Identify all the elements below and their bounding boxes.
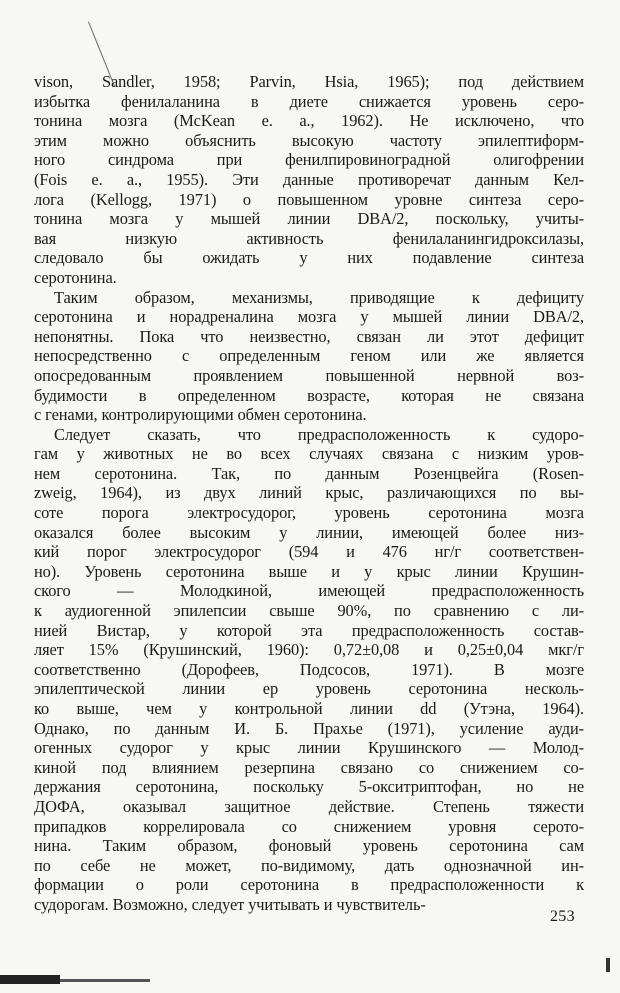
text-line: нина. Таким образом, фоновый уровень серотонина сам xyxy=(34,836,584,856)
text-line: непонятны. Пока что неизвестно, связан ли этот дефицит xyxy=(34,326,584,346)
text-line: непосредственно с определенным геном или же является xyxy=(34,346,584,366)
text-line: по себе не может, по-видимому, дать однозначной ин- xyxy=(34,855,584,875)
text-line: следовало бы ожидать у них подавление синтеза xyxy=(34,248,584,268)
text-line: кий порог электросудорог (594 и 476 нг/г соответствен- xyxy=(34,542,584,562)
text-line: избытка фенилаланина в диете снижается уровень серо- xyxy=(34,91,584,111)
text-line: будимости в определенном возрасте, которая не связана xyxy=(34,385,584,405)
text-line: эпилептической линии ер уровень серотонина несколь- xyxy=(34,679,584,699)
text-line: тонина мозга у мышей линии DBA/2, поскольку, учиты- xyxy=(34,209,584,229)
text-line: vison, Sandler, 1958; Parvin, Hsia, 1965); под действием xyxy=(34,72,584,91)
text-line: огенных судорог у крыс линии Крушинского — Молод- xyxy=(34,738,584,758)
text-line: серотонина и норадреналина мозга у мышей линии DBA/2, xyxy=(34,307,584,327)
page-number: 253 xyxy=(550,908,575,925)
text-line: ского — Молодкиной, имеющей предрасположенность xyxy=(34,581,584,601)
text-line: ко выше, чем у контрольной линии dd (Утэна, 1964). xyxy=(34,699,584,718)
text-line: киной под влиянием резерпина связано со снижением со- xyxy=(34,757,584,777)
text-line: с генами, контролирующими обмен серотонина. xyxy=(34,405,367,425)
text-line: опосредованным проявлением повышенной нервной воз- xyxy=(34,365,584,385)
text-line: к аудиогенной эпилепсии свыше 90%, по сравнению с ли- xyxy=(34,601,584,621)
text-line: zweig, 1964), из двух линий крыс, различающихся по вы- xyxy=(34,483,584,503)
text-line: ного синдрома при фенилпировиноградной олигофрении xyxy=(34,150,584,170)
text-line: (Fois е. а., 1955). Эти данные противоречат данным Кел- xyxy=(34,169,584,189)
text-line: ляет 15% (Крушинский, 1960): 0,72±0,08 и 0,25±0,04 мкг/г xyxy=(34,640,584,660)
text-line: серотонина. xyxy=(34,267,117,287)
paragraph xyxy=(34,288,584,425)
text-line: припадков коррелировала со снижением уровня серото- xyxy=(34,816,584,836)
scan-corner-mark xyxy=(606,958,610,972)
text-line: гам у животных не во всех случаях связана с низким уров- xyxy=(34,444,584,464)
text-line: соответственно (Дорофеев, Подсосов, 1971). В мозге xyxy=(34,659,584,679)
text-line: нией Вистар, у которой эта предрасположенность состав- xyxy=(34,620,584,640)
text-line: тонина мозга (McKean е. а., 1962). Не исключено, что xyxy=(34,111,584,131)
text-line: соте порога электросудорог, уровень серотонина мозга xyxy=(34,503,584,523)
text-line: вая низкую активность фенилаланингидроксилазы, xyxy=(34,228,584,248)
text-line: но). Уровень серотонина выше и у крыс линии Крушин- xyxy=(34,561,584,581)
text-line: Однако, по данным И. Б. Прахье (1971), усиление ауди- xyxy=(34,718,584,738)
text-line: нем серотонина. Так, по данным Розенцвейга (Rosen- xyxy=(34,463,584,483)
paragraph xyxy=(34,425,584,915)
text-line: формации о роли серотонина в предрасположенности к xyxy=(34,875,584,895)
text-line: Следует сказать, что предрасположенность к судоро- xyxy=(54,424,584,444)
text-line: держания серотонина, поскольку 5-окситриптофан, но не xyxy=(34,777,584,797)
text-line: судорогам. Возможно, следует учитывать и чувствитель- xyxy=(34,894,426,914)
scan-edge-mark xyxy=(0,975,60,984)
body-text xyxy=(34,72,584,915)
text-line: этим можно объяснить высокую частоту эпилептиформ- xyxy=(34,130,584,150)
paragraph xyxy=(34,72,584,288)
text-line: Таким образом, механизмы, приводящие к дефициту xyxy=(54,287,584,307)
text-line: лога (Kellogg, 1971) о повышенном уровне синтеза серо- xyxy=(34,189,584,209)
scan-edge-line xyxy=(60,979,150,982)
text-line: ДОФА, оказывал защитное действие. Степень тяжести xyxy=(34,796,584,816)
text-line: оказался более высоким у линии, имеющей более низ- xyxy=(34,522,584,542)
